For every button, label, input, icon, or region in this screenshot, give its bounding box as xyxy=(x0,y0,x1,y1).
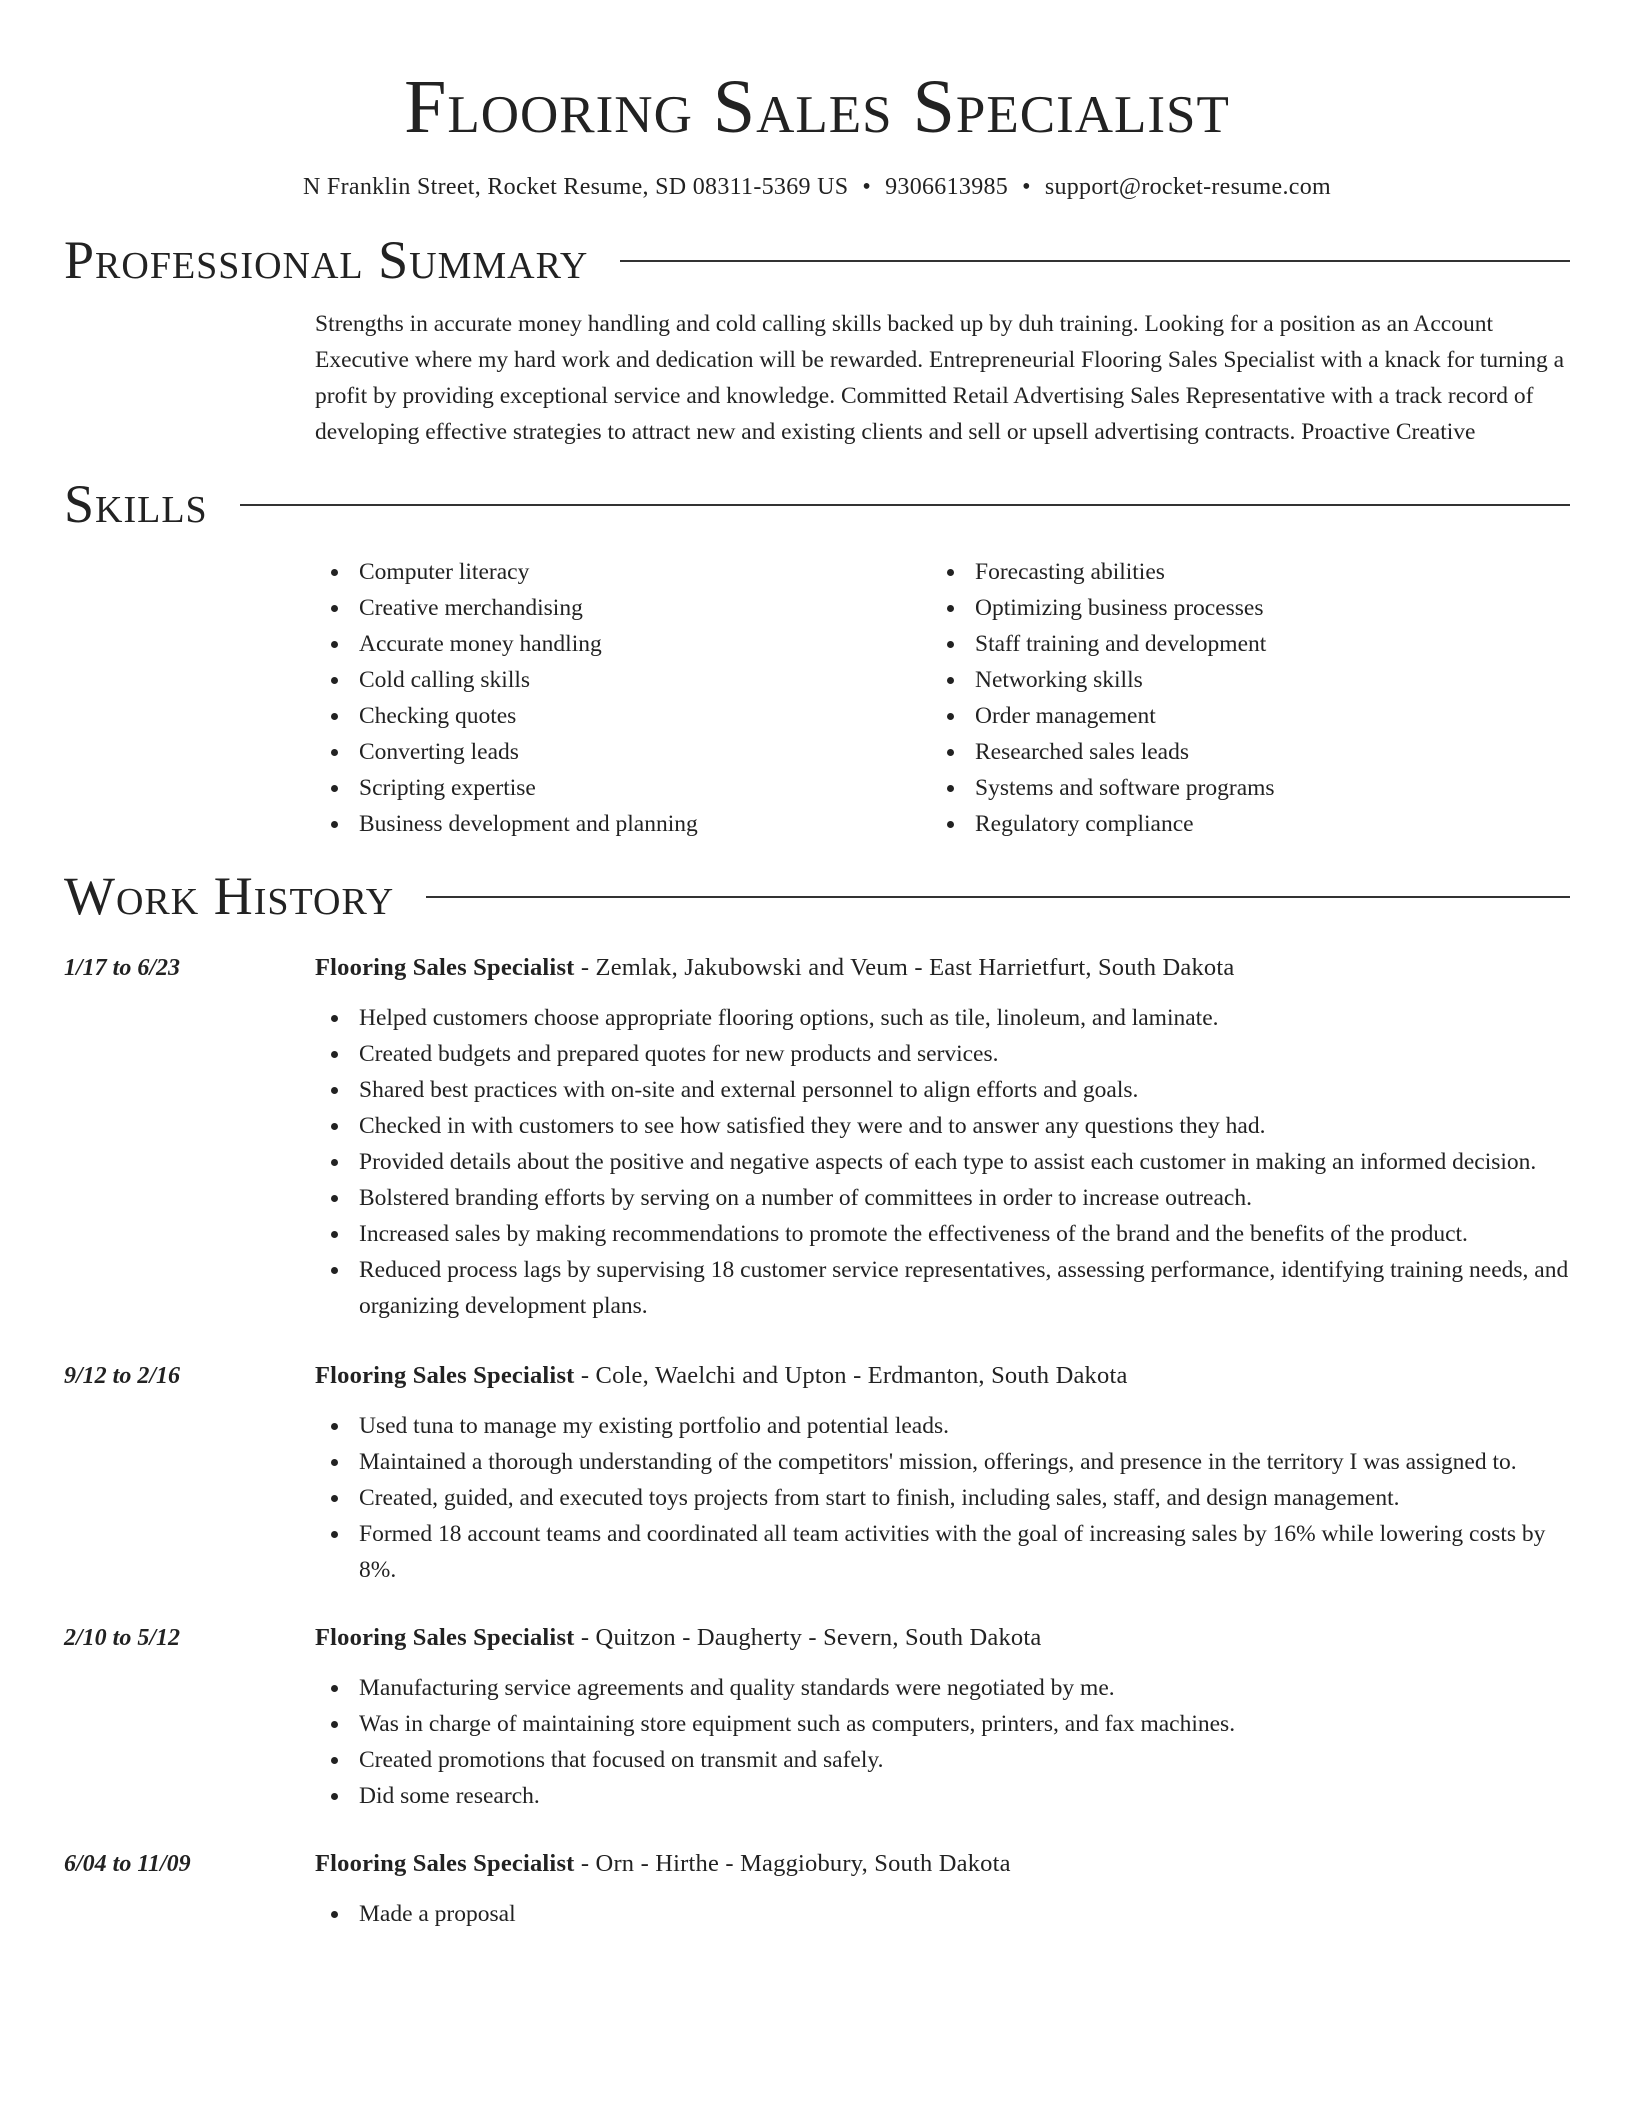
job-dates: 1/17 to 6/23 xyxy=(64,955,181,981)
skill-item: Converting leads xyxy=(359,734,933,770)
resume-name: Flooring Sales Specialist xyxy=(404,65,1230,149)
job-employer: - Quitzon - Daugherty - Severn, South Dakota xyxy=(574,1624,1042,1651)
job-entry xyxy=(64,950,1570,1324)
email: support@rocket-resume.com xyxy=(1044,174,1331,200)
job-title-line xyxy=(315,1846,1570,1882)
job-entry xyxy=(64,1846,1570,1932)
job-bullet: Created budgets and prepared quotes for new products and services. xyxy=(359,1036,1570,1072)
skills-list xyxy=(315,554,1570,842)
job-bullets xyxy=(315,1408,1570,1588)
skill-item: Order management xyxy=(975,698,1549,734)
skill-item: Creative merchandising xyxy=(359,590,933,626)
job-employer: - Orn - Hirthe - Maggiobury, South Dakota xyxy=(574,1850,1011,1877)
job-bullet: Formed 18 account teams and coordinated all team activities with the goal of increasing sales by 16% while lowering costs by 8%. xyxy=(359,1516,1570,1588)
job-bullet: Made a proposal xyxy=(359,1896,1570,1932)
job-bullet: Created promotions that focused on transmit and safely. xyxy=(359,1742,1570,1778)
separator: • xyxy=(1022,174,1031,200)
job-content xyxy=(315,1846,1570,1932)
job-dates: 2/10 to 5/12 xyxy=(64,1625,181,1651)
summary-text: Strengths in accurate money handling and cold calling skills backed up by duh training. Looking for a position as an Account Executive where my hard work and dedication will be rewarded. Entrepreneurial Flooring Sales Specialist with a knack for turning a profit by providing exceptional service and knowledge. Committed Retail Advertising Sales Representative with a track record of developing effective strategies to attract new and existing clients and sell or upsell advertising contracts. Proactive Creative xyxy=(315,311,1565,445)
job-bullet: Checked in with customers to see how satisfied they were and to answer any questions they had. xyxy=(359,1108,1570,1144)
job-bullet: Reduced process lags by supervising 18 customer service representatives, assessing performance, identifying training needs, and organizing development plans. xyxy=(359,1252,1570,1324)
skill-item: Regulatory compliance xyxy=(975,806,1549,842)
job-bullet: Created, guided, and executed toys projects from start to finish, including sales, staff, and design management. xyxy=(359,1480,1570,1516)
skill-item: Cold calling skills xyxy=(359,662,933,698)
job-title-line xyxy=(315,1358,1570,1394)
job-content xyxy=(315,1358,1570,1588)
job-content xyxy=(315,1620,1570,1814)
address: N Franklin Street, Rocket Resume, SD 08311-5369 US xyxy=(303,174,849,200)
job-bullet: Did some research. xyxy=(359,1778,1570,1814)
skill-item: Forecasting abilities xyxy=(975,554,1549,590)
job-bullet: Used tuna to manage my existing portfolio and potential leads. xyxy=(359,1408,1570,1444)
skills-column-right xyxy=(933,554,1549,842)
job-bullet: Increased sales by making recommendations to promote the effectiveness of the brand and the benefits of the product. xyxy=(359,1216,1570,1252)
job-bullets xyxy=(315,1896,1570,1932)
job-bullet: Provided details about the positive and negative aspects of each type to assist each customer in making an informed decision. xyxy=(359,1144,1570,1180)
separator: • xyxy=(862,174,872,200)
section-title: Work History xyxy=(64,866,395,926)
phone: 9306613985 xyxy=(885,174,1009,200)
contact-line xyxy=(64,172,1570,202)
section-divider xyxy=(426,896,1570,898)
job-bullets xyxy=(315,1670,1570,1814)
skill-item: Optimizing business processes xyxy=(975,590,1549,626)
job-bullet: Was in charge of maintaining store equipment such as computers, printers, and fax machines. xyxy=(359,1706,1570,1742)
skill-item: Accurate money handling xyxy=(359,626,933,662)
section-divider xyxy=(620,260,1570,262)
job-dates: 6/04 to 11/09 xyxy=(64,1851,191,1877)
work-history-section-header xyxy=(64,864,1570,928)
job-title: Flooring Sales Specialist xyxy=(315,954,575,981)
job-content xyxy=(315,950,1570,1324)
skill-item: Systems and software programs xyxy=(975,770,1549,806)
job-title: Flooring Sales Specialist xyxy=(315,1850,575,1877)
job-employer: - Zemlak, Jakubowski and Veum - East Harrietfurt, South Dakota xyxy=(574,954,1235,981)
job-entry xyxy=(64,1358,1570,1588)
job-bullet: Manufacturing service agreements and quality standards were negotiated by me. xyxy=(359,1670,1570,1706)
section-title: Professional Summary xyxy=(64,230,589,290)
job-title-line xyxy=(315,1620,1570,1656)
summary-section-header xyxy=(64,228,1570,292)
job-title: Flooring Sales Specialist xyxy=(315,1624,575,1651)
job-bullet: Maintained a thorough understanding of the competitors' mission, offerings, and presence in the territory I was assigned to. xyxy=(359,1444,1570,1480)
job-title-line xyxy=(315,950,1570,986)
skill-item: Business development and planning xyxy=(359,806,933,842)
job-bullet: Bolstered branding efforts by serving on a number of committees in order to increase outreach. xyxy=(359,1180,1570,1216)
section-divider xyxy=(240,504,1570,506)
skill-item: Staff training and development xyxy=(975,626,1549,662)
skills-column-left xyxy=(315,554,933,842)
job-employer: - Cole, Waelchi and Upton - Erdmanton, South Dakota xyxy=(574,1362,1128,1389)
job-title: Flooring Sales Specialist xyxy=(315,1362,575,1389)
skill-item: Checking quotes xyxy=(359,698,933,734)
skills-section-header xyxy=(64,472,1570,536)
job-bullet: Shared best practices with on-site and external personnel to align efforts and goals. xyxy=(359,1072,1570,1108)
job-bullets xyxy=(315,1000,1570,1324)
skill-item: Networking skills xyxy=(975,662,1549,698)
section-title: Skills xyxy=(64,474,208,534)
skill-item: Computer literacy xyxy=(359,554,933,590)
job-bullet: Helped customers choose appropriate flooring options, such as tile, linoleum, and laminate. xyxy=(359,1000,1570,1036)
job-entry xyxy=(64,1620,1570,1814)
resume-page xyxy=(64,0,1570,1932)
skill-item: Researched sales leads xyxy=(975,734,1549,770)
job-dates: 9/12 to 2/16 xyxy=(64,1363,181,1389)
skill-item: Scripting expertise xyxy=(359,770,933,806)
